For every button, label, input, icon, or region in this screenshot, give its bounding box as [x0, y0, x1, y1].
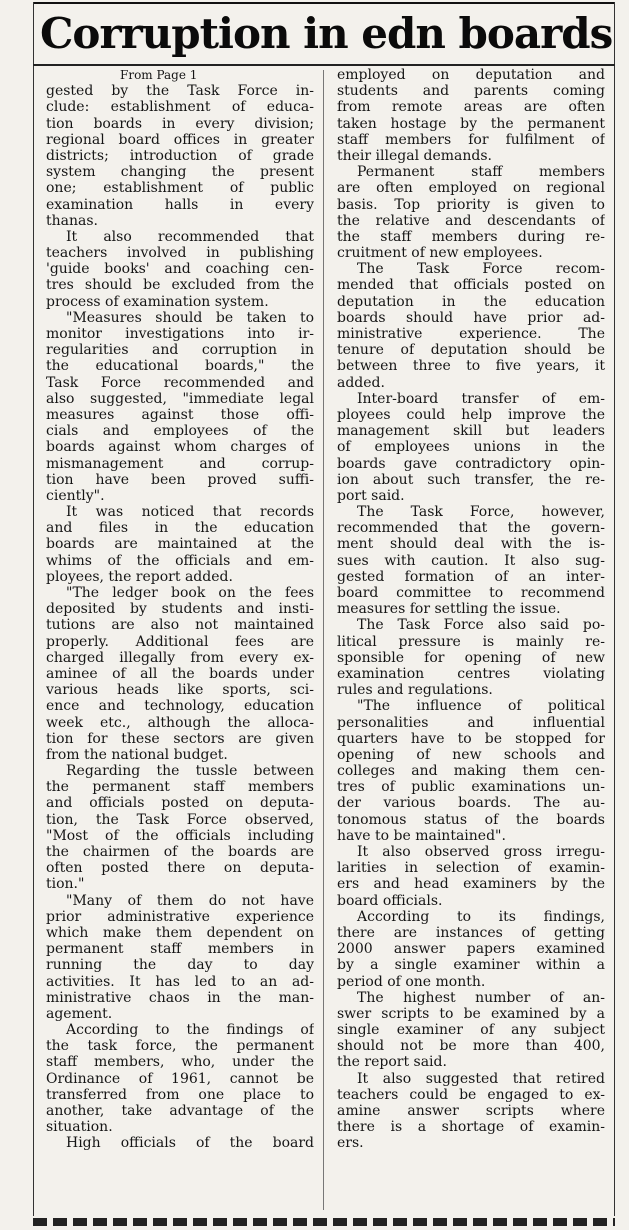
text-line: examination halls in every — [46, 196, 314, 213]
text-line: "Measures should be taken to — [66, 309, 314, 326]
text-line: Ordinance of 1961, cannot be — [46, 1070, 314, 1087]
text-line: ment should deal with the is- — [337, 536, 605, 553]
text-line: opening of new schools and — [337, 746, 605, 763]
text-line: The Task Force recom- — [357, 261, 605, 278]
text-line: regularities and corruption in — [46, 342, 314, 359]
text-line: basis. Top priority is given to — [337, 196, 605, 213]
text-line: students and parents coming — [337, 83, 605, 100]
text-line: monitor investigations into ir- — [46, 326, 314, 342]
text-line: tutions are also not maintained — [46, 617, 314, 634]
column-divider — [323, 70, 324, 1210]
text-line: should not be more than 400, — [337, 1038, 605, 1055]
text-line: ployees could help improve the — [337, 406, 605, 423]
text-line: examination centres violating — [337, 665, 605, 682]
text-line: sponsible for opening of new — [337, 649, 605, 666]
text-line: often posted there on deputa- — [46, 860, 314, 877]
text-line: employed on deputation and — [337, 67, 605, 83]
text-line: Regarding the tussle between — [66, 763, 314, 780]
text-line: tion, the Task Force observed, — [46, 811, 314, 828]
text-line: board officials. — [337, 892, 443, 909]
text-line: personalities and influential — [337, 714, 605, 731]
text-line: the educational boards," the — [46, 358, 314, 375]
text-line: board committee to recommend — [337, 585, 605, 601]
text-line: another, take advantage of the — [46, 1103, 314, 1119]
text-line: their illegal demands. — [337, 147, 492, 164]
text-line: the permanent staff members — [46, 779, 314, 796]
text-line: process of examination system. — [46, 293, 269, 310]
text-line: agement. — [46, 1005, 113, 1022]
text-line: port said. — [337, 487, 405, 504]
text-line: have to be maintained". — [337, 827, 506, 844]
text-line: prior administrative experience — [46, 908, 314, 925]
text-line: Permanent staff members — [357, 164, 605, 181]
text-line: boards are maintained at the — [46, 536, 314, 553]
text-line: swer scripts to be examined by a — [337, 1005, 605, 1022]
text-line: "The influence of political — [357, 698, 605, 715]
text-line: "Many of them do not have — [66, 892, 314, 909]
text-line: tonomous status of the boards — [337, 811, 605, 828]
text-line: also suggested, "immediate legal — [46, 390, 314, 407]
text-line: Inter-board transfer of em- — [357, 390, 605, 407]
text-line: deposited by students and insti- — [46, 601, 314, 618]
text-line: tres of public examinations un- — [337, 779, 605, 796]
text-line: properly. Additional fees are — [46, 633, 314, 650]
text-line: staff members, who, under the — [46, 1054, 314, 1071]
text-line: are often employed on regional — [337, 180, 605, 197]
text-line: of employees unions in the — [337, 439, 605, 456]
text-line: running the day to day — [46, 957, 314, 974]
left-border — [33, 2, 34, 1216]
text-line: gested formation of an inter- — [337, 568, 605, 585]
text-line: High officials of the board — [66, 1135, 314, 1152]
text-line: mismanagement and corrup- — [46, 455, 314, 472]
text-line: sues with caution. It also sug- — [337, 552, 605, 569]
text-line: quarters have to be stopped for — [337, 730, 605, 747]
text-line: It also observed gross irregu- — [357, 844, 605, 860]
text-line: The Task Force also said po- — [357, 617, 605, 634]
text-line: week etc., although the alloca- — [46, 714, 314, 731]
text-line: boards gave contradictory opin- — [337, 455, 605, 472]
text-line: The Task Force, however, — [357, 504, 605, 521]
text-line: "Most of the officials including — [46, 827, 314, 844]
text-line: and officials posted on deputa- — [46, 795, 314, 812]
text-line: there are instances of getting — [337, 924, 605, 941]
text-line: taken hostage by the permanent — [337, 115, 605, 132]
text-line: cials and employees of the — [46, 423, 314, 440]
text-line: the staff members during re- — [337, 228, 605, 245]
bottom-border-strip — [33, 1218, 615, 1226]
text-line: the report said. — [337, 1054, 447, 1071]
text-line: deputation in the education — [337, 293, 605, 310]
text-line: teachers involved in publishing — [46, 245, 314, 262]
text-line: charged illegally from every ex- — [46, 649, 314, 666]
article-column-right — [337, 67, 605, 1152]
text-line: thanas. — [46, 212, 98, 229]
text-line: one; establishment of public — [46, 180, 314, 197]
text-line: The highest number of an- — [357, 989, 605, 1006]
text-line: activities. It has led to an ad- — [46, 973, 314, 990]
text-line: Task Force recommended and — [46, 374, 314, 391]
text-line: by a single examiner within a — [337, 957, 605, 974]
text-line: gested by the Task Force in- — [46, 83, 314, 100]
text-line: teachers could be engaged to ex- — [337, 1086, 605, 1103]
text-line: whims of the officials and em- — [46, 552, 314, 569]
text-line: It also recommended that — [66, 228, 314, 245]
text-line: colleges and making them cen- — [337, 763, 605, 780]
text-line: "The ledger book on the fees — [66, 585, 314, 601]
text-line: larities in selection of examin- — [337, 860, 605, 877]
text-line: permanent staff members in — [46, 941, 314, 958]
text-line: the task force, the permanent — [46, 1038, 314, 1055]
text-line: regional board offices in greater — [46, 131, 314, 148]
text-line: According to its findings, — [357, 908, 605, 925]
text-line: boards against whom charges of — [46, 439, 314, 456]
article-column-left — [46, 67, 314, 1152]
text-line: districts; introduction of grade — [46, 147, 314, 164]
text-line: between three to five years, it — [337, 358, 605, 375]
continuation-kicker: From Page 1 — [120, 68, 198, 82]
text-line: ers and head examiners by the — [337, 876, 605, 893]
text-line: 'guide books' and coaching cen- — [46, 261, 314, 278]
text-line: there is a shortage of examin- — [337, 1119, 605, 1136]
text-line: various heads like sports, sci- — [46, 682, 314, 699]
text-line: boards should have prior ad- — [337, 309, 605, 326]
text-line: added. — [337, 374, 385, 391]
text-line: and files in the education — [46, 520, 314, 537]
text-line: It was noticed that records — [66, 504, 314, 521]
text-line: period of one month. — [337, 973, 486, 990]
text-line: cruitment of new employees. — [337, 245, 543, 262]
text-line: situation. — [46, 1119, 113, 1136]
text-line: transferred from one place to — [46, 1086, 314, 1103]
text-line: aminee of all the boards under — [46, 665, 314, 682]
text-line: ers. — [337, 1135, 364, 1152]
text-line: clude: establishment of educa- — [46, 99, 314, 116]
text-line: According to the findings of — [66, 1022, 314, 1039]
text-line: measures for settling the issue. — [337, 601, 561, 618]
text-line: staff members for fulfilment of — [337, 131, 605, 148]
text-line: tion." — [46, 876, 85, 893]
text-line: rules and regulations. — [337, 682, 493, 699]
text-line: 2000 answer papers examined — [337, 941, 605, 958]
text-line: tion for these sectors are given — [46, 730, 314, 747]
text-line: which make them dependent on — [46, 924, 314, 941]
text-line: tenure of deputation should be — [337, 342, 605, 359]
text-line: recommended that the govern- — [337, 520, 605, 537]
text-line: amine answer scripts where — [337, 1103, 605, 1119]
text-line: tion have been proved suffi- — [46, 471, 314, 488]
text-line: litical pressure is mainly re- — [337, 633, 605, 650]
text-line: ministrative chaos in the man- — [46, 989, 314, 1006]
text-line: ciently". — [46, 487, 105, 504]
text-line: single examiner of any subject — [337, 1022, 605, 1039]
text-line: management skill but leaders — [337, 423, 605, 440]
text-line: the relative and descendants of — [337, 212, 605, 229]
top-rule — [33, 2, 615, 4]
text-line: ence and technology, education — [46, 698, 314, 715]
text-line: system changing the present — [46, 164, 314, 181]
text-line: ployees, the report added. — [46, 568, 233, 585]
headline: Corruption in edn boards — [40, 9, 613, 58]
text-line: tion boards in every division; — [46, 115, 314, 132]
right-border — [614, 2, 615, 1216]
text-line: ion about such transfer, the re- — [337, 471, 605, 488]
text-line: ministrative experience. The — [337, 326, 605, 342]
text-line: mended that officials posted on — [337, 277, 605, 294]
text-line: the chairmen of the boards are — [46, 844, 314, 860]
text-line: It also suggested that retired — [357, 1070, 605, 1087]
text-line: from remote areas are often — [337, 99, 605, 116]
headline-rule — [33, 64, 615, 66]
text-line: der various boards. The au- — [337, 795, 605, 812]
text-line: measures against those offi- — [46, 406, 314, 423]
text-line: tres should be excluded from the — [46, 277, 314, 294]
text-line: from the national budget. — [46, 746, 228, 763]
